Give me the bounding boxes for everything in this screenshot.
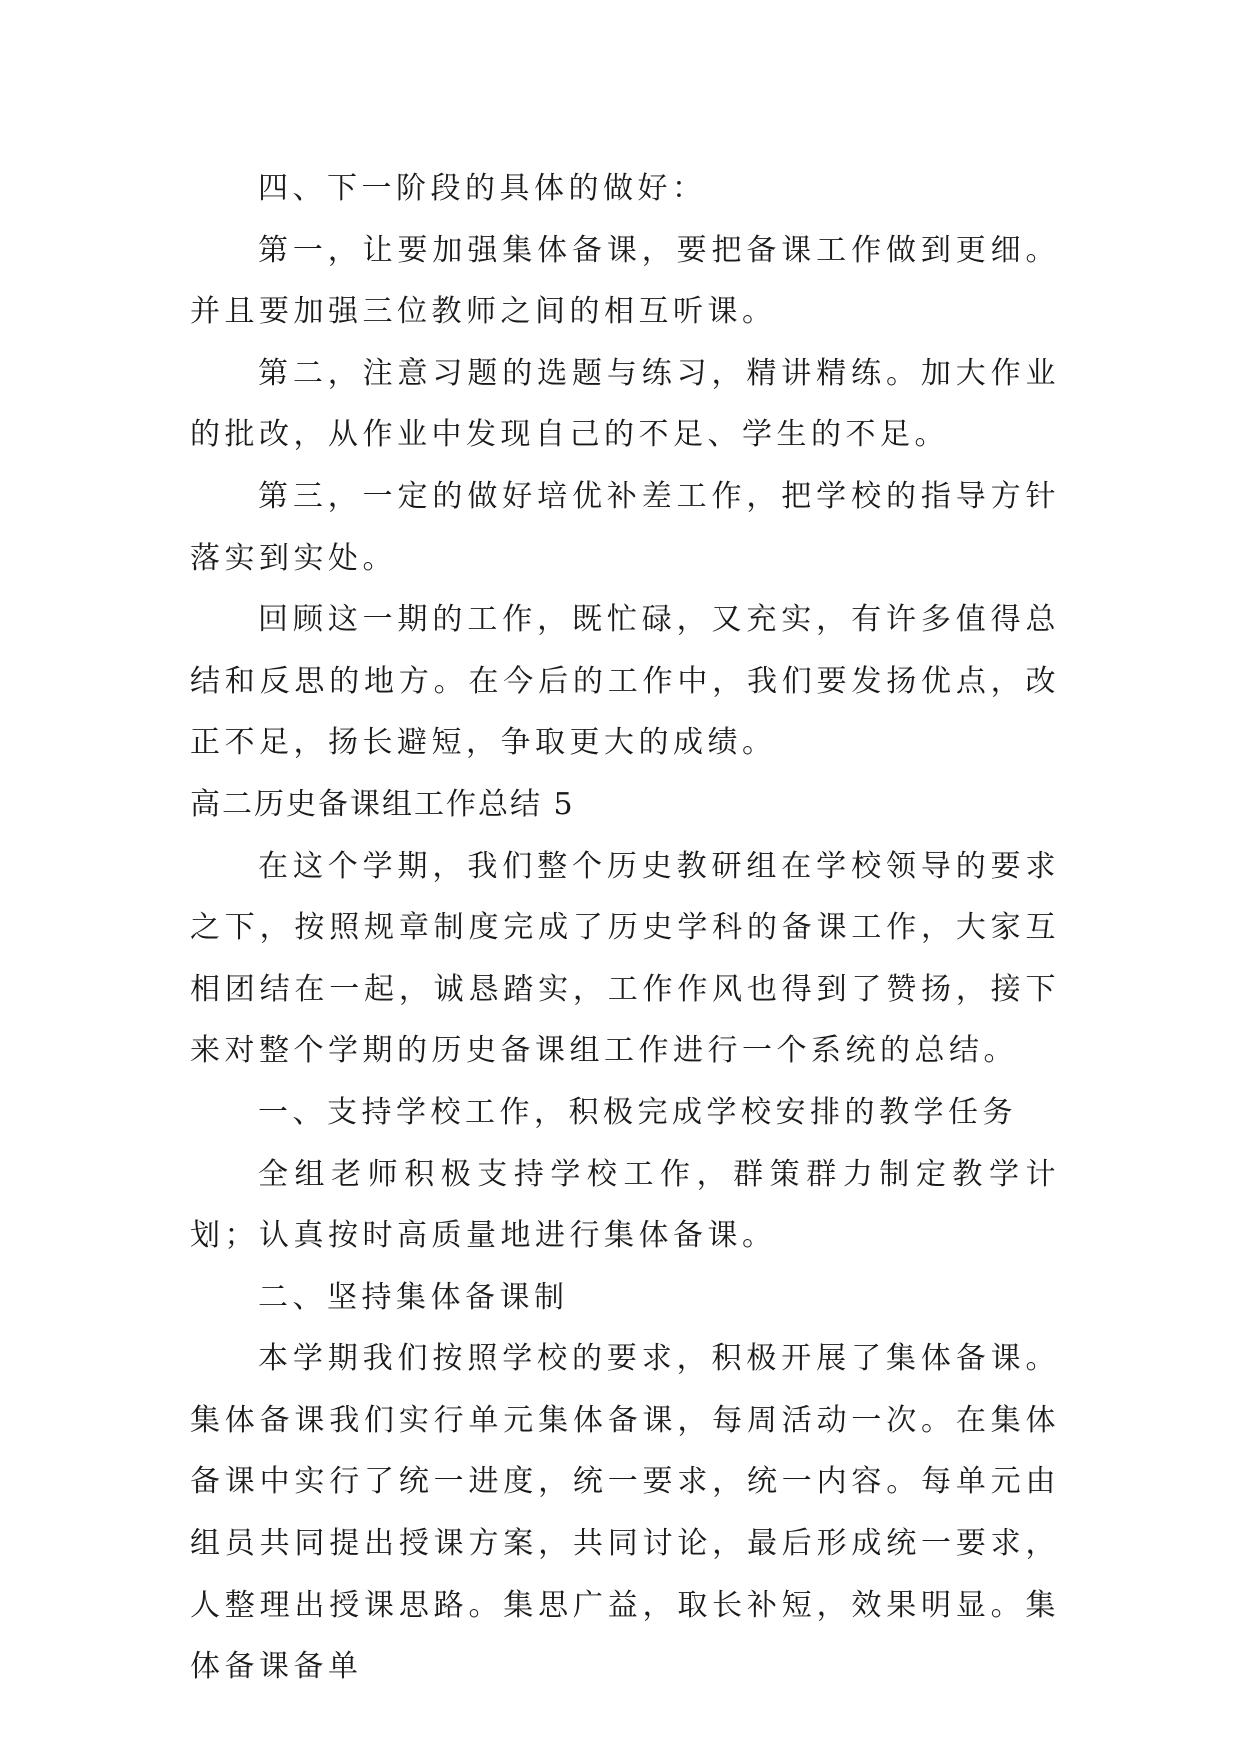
paragraph-collective-prep: 本学期我们按照学校的要求，积极开展了集体备课。集体备课我们实行单元集体备课，每周活动一次。在集体备课中实行了统一进度，统一要求，统一内容。每单元由组员共同提出授课方案，共同讨论，最后形成统一要求，人整理出授课思路。集思广益，取长补短，效果明显。集体备课备单 (190, 1341, 1060, 1685)
paragraph-support-school: 全组老师积极支持学校工作，群策群力制定教学计划；认真按时高质量地进行集体备课。 (190, 1156, 1060, 1254)
paragraph-second-point: 第二，注意习题的选题与练习，精讲精练。加大作业的批改，从作业中发现自己的不足、学生的不足。 (190, 355, 1060, 453)
paragraph-review: 回顾这一期的工作，既忙碌，又充实，有许多值得总结和反思的地方。在今后的工作中，我们要发扬优点，改正不足，扬长避短，争取更大的成绩。 (190, 602, 1060, 761)
paragraph-first-point: 第一，让要加强集体备课，要把备课工作做到更细。并且要加强三位教师之间的相互听课。 (190, 232, 1060, 330)
section-one-title: 一、支持学校工作，积极完成学校安排的教学任务 (258, 1094, 1017, 1130)
paragraph-intro: 在这个学期，我们整个历史教研组在学校领导的要求之下，按照规章制度完成了历史学科的备课工作，大家互相团结在一起，诚恳踏实，工作作风也得到了赞扬，接下来对整个学期的历史备课组工作进行一个系统的总结。 (190, 848, 1060, 1069)
paragraph-third-point: 第三，一定的做好培优补差工作，把学校的指导方针落实到实处。 (190, 478, 1060, 576)
document-body (190, 158, 1060, 1698)
document-heading-summary-5: 高二历史备课组工作总结 5 (190, 786, 575, 822)
section-four-title: 四、下一阶段的具体的做好： (258, 171, 707, 206)
section-two-title: 二、坚持集体备课制 (258, 1279, 569, 1315)
